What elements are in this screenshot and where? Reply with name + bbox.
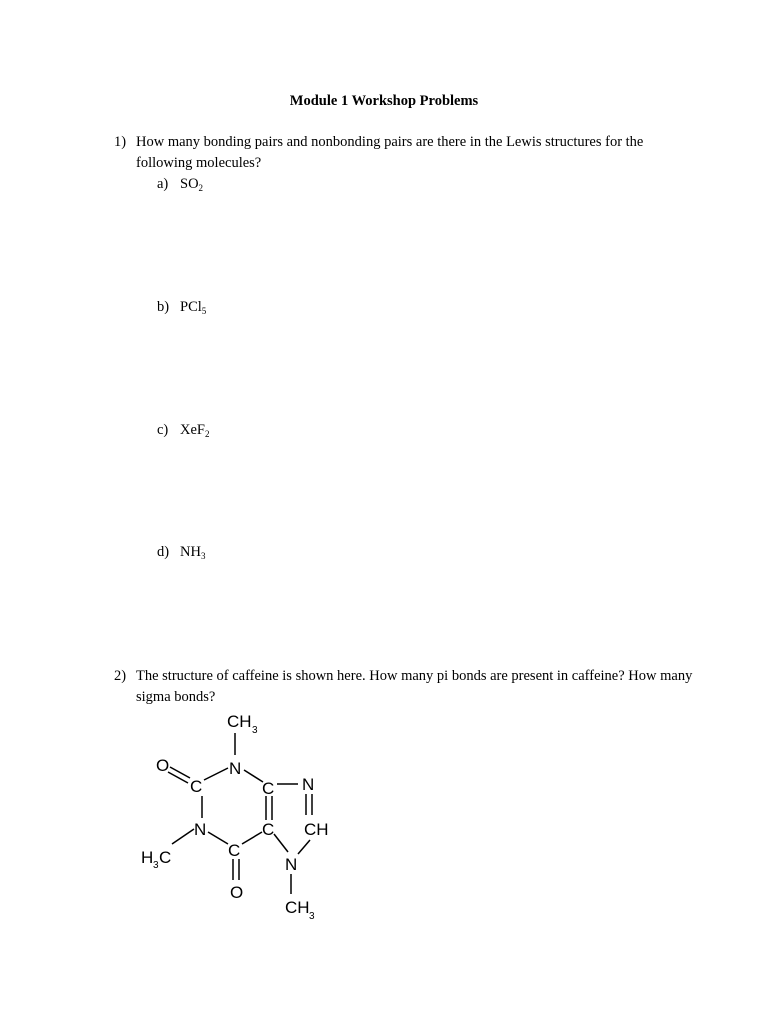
part-formula: PCl: [180, 299, 202, 315]
page-title: Module 1 Workshop Problems: [289, 93, 479, 109]
bond: [244, 770, 263, 782]
bond: [242, 832, 262, 844]
part-subscript: 3: [200, 551, 206, 561]
atom-c2: C: [190, 777, 203, 796]
question-2-text: The structure of caffeine is shown here. How many pi bonds are present in caffeine? How many sigma bonds?: [136, 668, 693, 705]
bond: [204, 768, 228, 780]
atom-ch3-bottom-subscript: 3: [309, 911, 315, 922]
atom-c5: C: [262, 820, 275, 839]
atom-ch3-top-subscript: 3: [252, 725, 258, 736]
question-1-part-d: [157, 544, 205, 561]
part-letter: a): [157, 176, 169, 192]
part-subscript: 2: [198, 183, 204, 193]
atom-n7: N: [302, 775, 315, 794]
bond: [208, 832, 228, 844]
part-letter: c): [157, 422, 169, 438]
atom-n3: N: [194, 820, 207, 839]
question-1-part-c: [157, 422, 209, 439]
atom-h3c-left-subscript: 3: [153, 860, 159, 871]
question-2-number: 2): [114, 668, 127, 684]
atom-c4: C: [228, 841, 241, 860]
atom-ch8: CH: [304, 820, 329, 839]
atom-o-top: O: [156, 756, 170, 775]
atom-ch3-bottom: CH: [285, 898, 310, 917]
bond: [274, 834, 288, 852]
bond: [170, 767, 190, 778]
question-1-number: 1): [114, 134, 127, 150]
atom-o-bottom: O: [230, 883, 244, 902]
question-1-part-a: [157, 176, 203, 193]
question-1-text: How many bonding pairs and nonbonding pairs are there in the Lewis structures for the following molecules?: [136, 134, 644, 171]
question-1-part-b: [157, 299, 206, 316]
part-letter: d): [157, 544, 170, 560]
atom-c6: C: [262, 779, 275, 798]
part-subscript: 2: [204, 429, 210, 439]
atom-h3c-left-c: C: [159, 848, 172, 867]
part-letter: b): [157, 299, 170, 315]
part-formula: SO: [180, 176, 199, 192]
atom-n9: N: [285, 855, 298, 874]
part-formula: NH: [180, 544, 201, 560]
part-formula: XeF: [180, 422, 205, 438]
bond: [168, 772, 188, 783]
atom-ch3-top: CH: [227, 712, 252, 731]
atom-n1: N: [229, 759, 242, 778]
bond: [172, 829, 194, 844]
bond: [298, 840, 310, 854]
part-subscript: 5: [201, 306, 207, 316]
caffeine-structure: [130, 702, 360, 927]
atom-h3c-left: H: [141, 848, 154, 867]
